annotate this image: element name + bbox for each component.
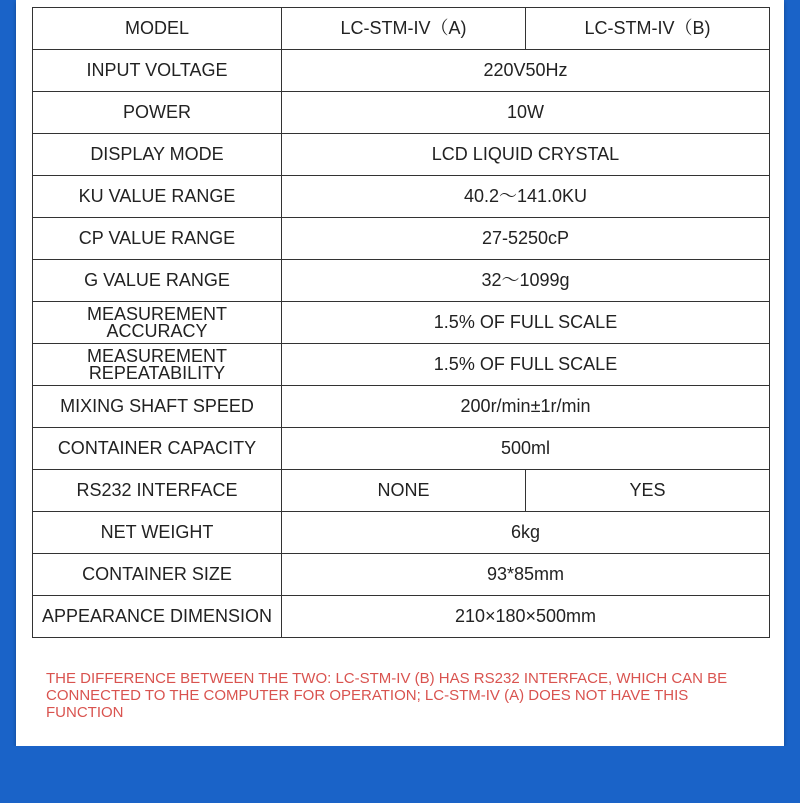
table-row: [33, 260, 770, 302]
table-row: [33, 92, 770, 134]
row-value: 220V50Hz: [282, 50, 770, 92]
row-value: 93*85mm: [282, 554, 770, 596]
row-value-a: NONE: [282, 470, 526, 512]
table-row: [33, 428, 770, 470]
table-row: [33, 512, 770, 554]
table-row: [33, 344, 770, 386]
spec-card: [16, 0, 784, 746]
row-label: CONTAINER CAPACITY: [33, 428, 282, 470]
table-row: [33, 470, 770, 512]
table-row: [33, 554, 770, 596]
table-row: [33, 386, 770, 428]
table-row: [33, 50, 770, 92]
model-b: LC-STM-IV（B): [526, 8, 770, 50]
table-row: [33, 596, 770, 638]
table-row: [33, 134, 770, 176]
row-value: 10W: [282, 92, 770, 134]
row-value: LCD LIQUID CRYSTAL: [282, 134, 770, 176]
row-label: MEASUREMENT REPEATABILITY: [33, 344, 282, 386]
row-value: 32～1099g: [282, 260, 770, 302]
row-value-b: YES: [526, 470, 770, 512]
row-value: 200r/min±1r/min: [282, 386, 770, 428]
spec-table: [32, 7, 770, 638]
row-label: CONTAINER SIZE: [33, 554, 282, 596]
model-a: LC-STM-IV（A): [282, 8, 526, 50]
table-row: [33, 176, 770, 218]
row-label: DISPLAY MODE: [33, 134, 282, 176]
row-value: 1.5% OF FULL SCALE: [282, 344, 770, 386]
table-header-row: [33, 8, 770, 50]
table-row: [33, 218, 770, 260]
row-value: 40.2～141.0KU: [282, 176, 770, 218]
difference-note: THE DIFFERENCE BETWEEN THE TWO: LC-STM-IV (B) HAS RS232 INTERFACE, WHICH CAN BE CONNECTED TO THE COMPUTER FOR OPERATION; LC-STM-IV (A) DOES NOT HAVE THIS FUNCTION: [46, 670, 728, 721]
row-label: NET WEIGHT: [33, 512, 282, 554]
row-label: MEASUREMENT ACCURACY: [33, 302, 282, 344]
row-label: POWER: [33, 92, 282, 134]
row-value: 6kg: [282, 512, 770, 554]
row-value: 27-5250cP: [282, 218, 770, 260]
row-label: INPUT VOLTAGE: [33, 50, 282, 92]
row-label: RS232 INTERFACE: [33, 470, 282, 512]
table-row: [33, 302, 770, 344]
row-value: 500ml: [282, 428, 770, 470]
row-value: 210×180×500mm: [282, 596, 770, 638]
row-label: APPEARANCE DIMENSION: [33, 596, 282, 638]
bottom-band: [0, 746, 800, 803]
model-label: MODEL: [33, 8, 282, 50]
row-label: MIXING SHAFT SPEED: [33, 386, 282, 428]
row-value: 1.5% OF FULL SCALE: [282, 302, 770, 344]
row-label: KU VALUE RANGE: [33, 176, 282, 218]
row-label: CP VALUE RANGE: [33, 218, 282, 260]
row-label: G VALUE RANGE: [33, 260, 282, 302]
